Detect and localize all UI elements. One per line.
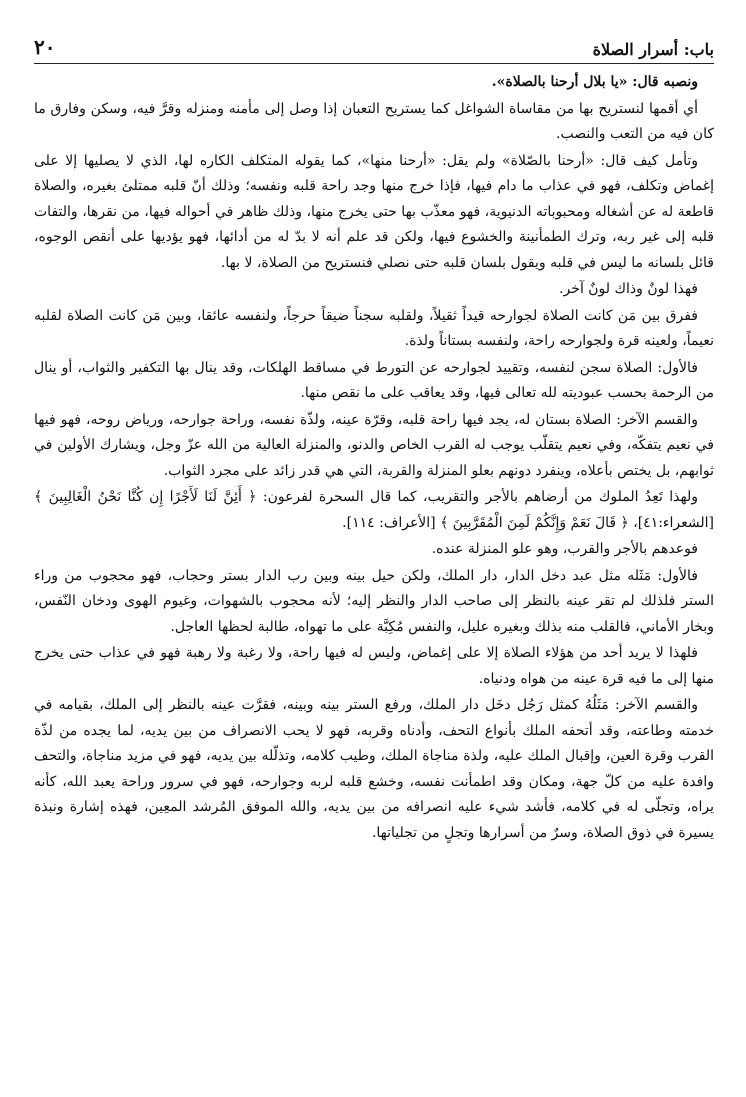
chapter-title: باب: أسرار الصلاة (592, 40, 714, 59)
paragraph: فهذا لونٌ وذاك لونٌ آخر. (559, 281, 698, 297)
paragraph: فالأول: مَثَله مثل عبد دخل الدار، دار الملك، ولكن حيل بينه وبين رب الدار بستر وحجاب، فهو محجوب من وراء الستر فلذلك لم تقر عينه بالنظر إلى صاحب الدار والنظر إليه؛ لأنه محجوب بالشهوات، وغيوم الهوى ودخان النّفس، وبخار الأماني، فالقلب منه بذلك وبغيره عليل، والنفس مُكِبَّة على ما تهواه، طالبة لحظها العاجل. (34, 567, 714, 635)
page-header (34, 28, 714, 64)
paragraph: والقسم الآخر: مَثَلُهُ كمثل رَجُل دخَل دار الملك، ورفع الستر بينه وبينه، فقرَّت عينه بالنظر إلى الملك، بقيامه في خدمته وطاعته، وقد أتحفه الملك بأنواع التحف، وأدناه وقربه، فهو لا يحب الانصراف من بين يديه، لما يجده من لذّة القرب وقرة العين، وإقبال الملك عليه، ولذة مناجاة الملك، وطيب كلامه، وتذلّله بين يديه، فهو في مزيد مناجاة، والتحف وافدة عليه من كلّ جهة، ومكان وقد اطمأنت نفسه، وخشع قلبه لربه وجوارحه، فهو في سرور وراحة يعبد الله، كأنه يراه، وتجلّى له في كلامه، فأشد شيء عليه انصرافه من بين يديه، والله الموفق المُرشد المعِين، فهذه إشارة ونبذة يسيرة في ذوق الصلاة، وسرٌ من أسرارها وتجلٍ من تجلياتها. (34, 697, 714, 841)
paragraph: أي أقمها لنستريح بها من مقاساة الشواغل كما يستريح التعبان إذا وصل إلى مأمنه ومنزله وقرَّ فيه، وسكن وفارق ما كان فيه من التعب والنصب. (34, 100, 714, 142)
paragraph: فوعدهم بالأجر والقرب، وهو علو المنزلة عنده. (431, 541, 698, 557)
paragraph-quran-quote: ولهذا تَعِدُ الملوك من أرضاهم بالأجر والتقريب، كما قال السحرة لفرعون: ﴿ أَئِنَّ لَنَا لَأَجْرًا إِن كُنَّا نَحْنُ الْغَالِبِينَ ﴾ [الشعراء:٤١]، ﴿ قَالَ نَعَمْ وَإِنَّكُمْ لَمِنَ الْمُقَرَّبِينَ ﴾ [الأعراف: ١١٤]. (34, 489, 714, 531)
paragraph: ففرق بين مَن كانت الصلاة لجوارحه قيداً ثقيلاً، ولقلبه سجناً ضيقاً حرجاً، ولنفسه عائقا، وبين مَن كانت الصلاة لقلبه نعيماً، ولعينه قرة ولجوارحه راحة، ولنفسه بستاناً ولذة. (34, 307, 714, 349)
paragraph: فلهذا لا يريد أحد من هؤلاء الصلاة إلا على إغماض، وليس له فيها راحة، ولا رغبة ولا رهبة فهو في عذاب حتى يخرج منها إلى ما فيه قرة عينه من هواه ودنياه. (34, 645, 714, 687)
paragraph: وتأمل كيف قال: «أرحنا بالصّلاة» ولم يقل: «أرحنا منها»، كما يقوله المتكلف الكاره لها، الذي لا يصليها إلا على إغماض وتكلف، فهو في عذاب ما دام فيها، فإذا خرج منها وجد راحة قلبه ونفسه؛ وذلك أنّ قلبه ممتلئ بغيره، والصلاة قاطعة له عن أشغاله ومحبوباته الدنيوية، فهو معذّب بها حتى يخرج منها، وذلك ظاهر في أحواله فيها، من نقرها، والتفات قلبه إلى غير ربه، وترك الطمأنينة والخشوع فيها، ولكن قد علم أنه لا بدّ له من أدائها، فهو يؤديها على أنقص الوجوه، قائل بلسانه ما ليس في قلبه ويقول بلسان قلبه حتى نصلي فنستريح من الصلاة، لا بها. (34, 152, 714, 271)
paragraph: والقسم الآخر: الصلاة بستان له، يجد فيها راحة قلبه، وقرّة عينه، ولذّة نفسه، وراحة جوارحه، ورياض روحه، فهو فيها في نعيم يتفكّه، وفي نعيم يتقلّب يوجب له القرب الخاص والدنو، والمنزلة العالية من الله عزّ وجل، ويشارك الأولين في ثوابهم، بل يختص بأعلاه، وينفرد دونهم بعلو المنزلة والقربة، التي هي قدر زائد على مجرد الثواب. (34, 411, 714, 479)
paragraph: ونصبه قال: «يا بلال أرحنا بالصلاة». (491, 74, 698, 90)
paragraph: فالأول: الصلاة سجن لنفسه، وتقييد لجوارحه عن التورط في مساقط الهلكات، وقد ينال بها التكفير والثواب، أو ينال من الرحمة بحسب عبوديته لله تعالى فيها، وقد يعاقب على ما نقص منها. (34, 359, 714, 401)
page-number: ٢٠ (34, 35, 56, 59)
page-body (34, 70, 714, 1077)
